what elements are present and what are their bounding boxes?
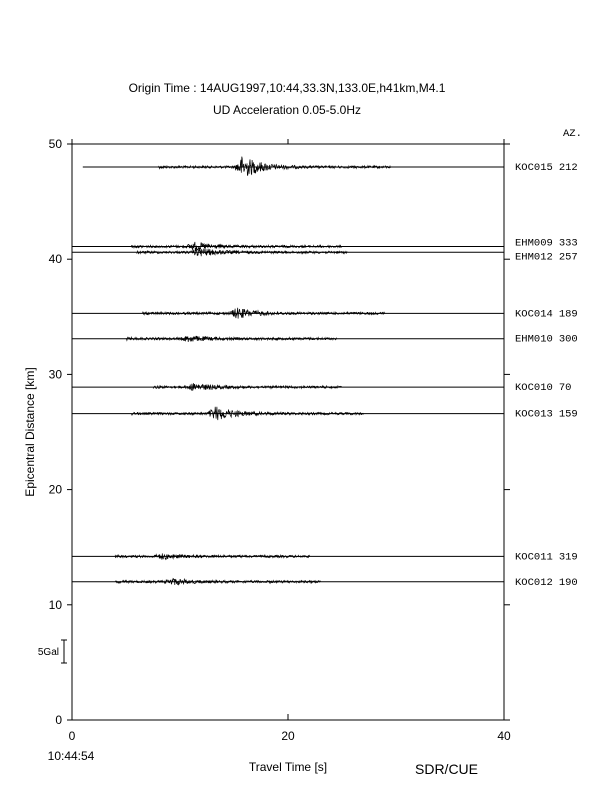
scale-bar-label: 5Gal: [37, 647, 59, 658]
station-name: KOC014: [515, 308, 553, 321]
station-label-koc014: [515, 308, 578, 320]
azimuth-header: AZ.: [563, 128, 582, 140]
scale-bar: [38, 640, 67, 663]
y-axis: [49, 137, 510, 727]
station-label-koc012: [515, 577, 578, 589]
station-name: EHM010: [515, 333, 553, 346]
station-name: EHM009: [515, 237, 553, 250]
station-label-ehm012: [515, 251, 578, 263]
y-axis-label: Epicentral Distance [km]: [23, 367, 37, 497]
station-azimuth: 319: [558, 551, 578, 564]
chart-title: Origin Time : 14AUG1997,10:44,33.3N,133.0E,h41km,M4.1: [128, 81, 446, 95]
station-label-koc011: [515, 551, 578, 563]
station-label-koc015: [515, 162, 578, 174]
station-azimuth: 212: [558, 162, 578, 175]
station-label-ehm010: [515, 334, 578, 346]
station-azimuth: 333: [558, 237, 578, 250]
station-label-ehm009: [515, 238, 578, 250]
station-label-koc013: [515, 409, 578, 421]
station-name: KOC012: [515, 576, 553, 589]
station-name: KOC015: [515, 162, 553, 175]
station-name: KOC010: [515, 382, 553, 395]
x-axis-label: Travel Time [s]: [248, 760, 328, 774]
station-azimuth: 159: [558, 408, 578, 421]
station-label-koc010: [515, 382, 571, 394]
y-tick-label: 30: [48, 367, 62, 382]
plot-frame: [72, 144, 504, 720]
x-tick-label: 40: [497, 729, 511, 743]
x-axis: [69, 139, 511, 743]
station-azimuth: 190: [558, 576, 578, 589]
y-tick-label: 10: [48, 597, 62, 612]
station-labels-group: [515, 162, 578, 589]
x-tick-label: 20: [281, 729, 295, 743]
station-name: KOC011: [515, 551, 553, 564]
trace-waveform-koc012: [115, 579, 320, 586]
station-azimuth: 70: [558, 382, 572, 395]
station-name: KOC013: [515, 408, 553, 421]
station-azimuth: 257: [558, 251, 578, 264]
traces-group: [72, 157, 504, 585]
y-tick-label: 50: [48, 137, 62, 151]
trace-waveform-koc015: [158, 157, 390, 176]
station-azimuth: 189: [558, 308, 578, 321]
y-tick-label: 20: [48, 482, 62, 497]
chart-subtitle: UD Acceleration 0.05-5.0Hz: [212, 103, 362, 117]
x-tick-label: 0: [68, 729, 76, 743]
y-tick-label: 0: [55, 713, 62, 727]
station-name: EHM012: [515, 251, 553, 264]
station-azimuth: 300: [558, 333, 578, 346]
y-tick-label: 40: [48, 252, 62, 267]
start-time-label: 10:44:54: [47, 749, 95, 763]
credit-label: SDR/CUE: [415, 761, 479, 777]
